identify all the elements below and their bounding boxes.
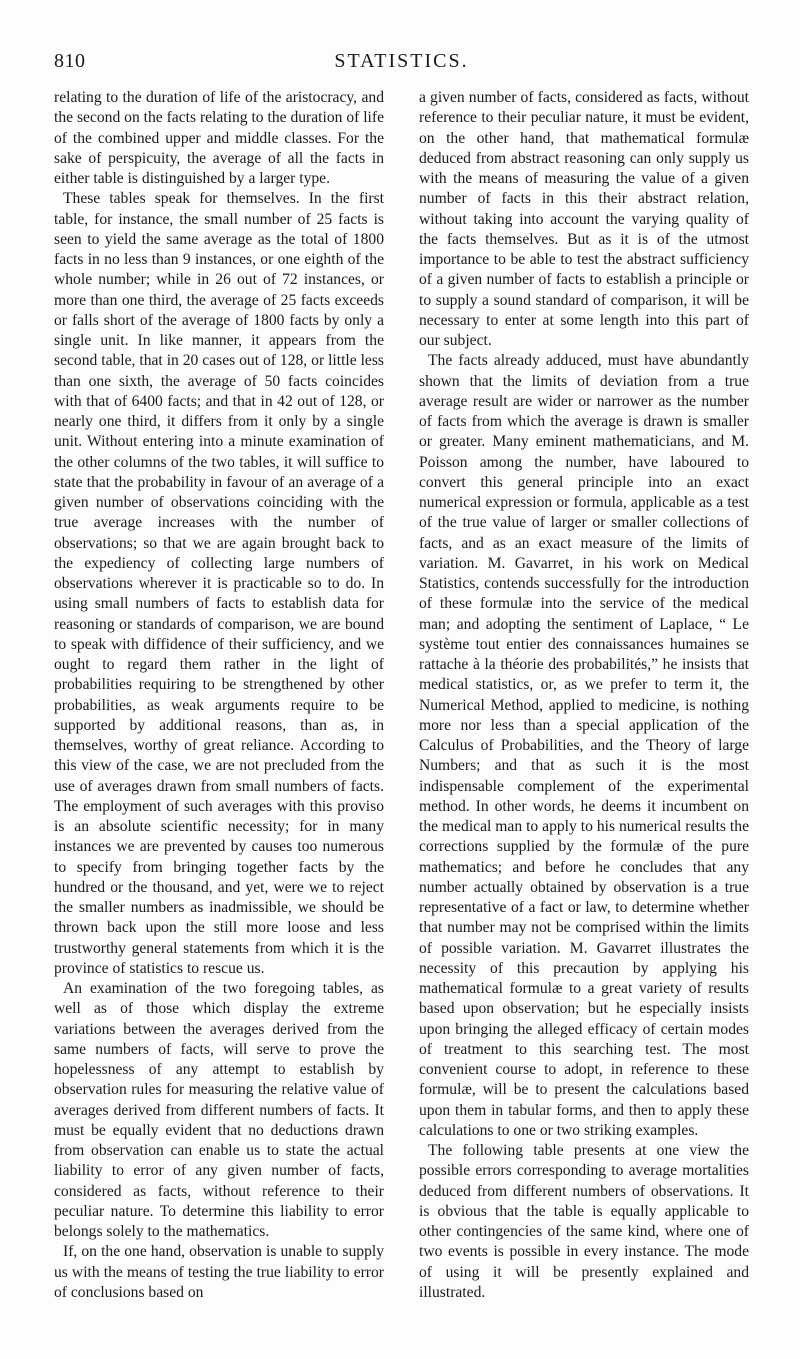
paragraph: If, on the one hand, observation is unable to supply us with the means of testing the true liability to error of conclusions based on xyxy=(54,1243,384,1301)
paragraph: a given number of facts, considered as facts, without reference to their peculiar nature, it must be evident, on the other hand, that mathematical formulæ deduced from abstract reasoning can only supply us with the means of measuring the value of a given number of facts in this their abstract relation, without taking into account the varying quality of the facts themselves. But as it is of the utmost importance to be able to test the abstract sufficiency of a given number of facts to establish a principle or to supply a sound standard of comparison, it will be necessary to enter at some length into this part of our subject. xyxy=(419,89,749,349)
right-column xyxy=(419,88,749,1303)
paragraph: These tables speak for themselves. In the first table, for instance, the small number of 25 facts is seen to yield the same average as the total of 1800 facts in no less than 9 instances, or one eighth of the whole number; while in 26 out of 72 instances, or more than one third, the average of 25 facts exceeds or falls short of the average of 1800 facts by only a single unit. In like manner, it appears from the second table, that in 20 cases out of 128, or little less than one sixth, the average of 50 facts coincides with that of 6400 facts; and that in 42 out of 128, or nearly one third, it differs from it only by a single unit. Without entering into a minute examination of the other columns of the two tables, it will suffice to state that the probability in favour of an average of a given number of observations coinciding with the true average increases with the number of observations; so that we are again brought back to the expediency of collecting large numbers of observations wherever it is practicable so to do. In using small numbers of facts to establish data for reasoning or standards of comparison, we are bound to speak with diffidence of their sufficiency, and we ought to regard them rather in the light of probabilities requiring to be strengthened by other probabilities, as weak arguments require to be supported by additional reasons, than as, in themselves, worthy of great reliance. According to this view of the case, we are not precluded from the use of averages drawn from small numbers of facts. The employment of such averages with this proviso is an absolute scientific necessity; for in many instances we are prevented by causes too numerous to specify from bringing together facts by the hundred or the thousand, and yet, were we to reject the smaller numbers as inadmissible, we should be thrown back upon the still more loose and less trustworthy general statements from which it is the province of statistics to rescue us. xyxy=(54,190,384,977)
page-number: 810 xyxy=(54,50,86,72)
paragraph: The following table presents at one view the possible errors corresponding to average mortalities deduced from different numbers of observations. It is obvious that the table is equally applicable to other contingencies of the same kind, where one of two events is possible in every instance. The mode of using it will be presently explained and illustrated. xyxy=(419,1142,749,1301)
page-header xyxy=(54,50,749,80)
paragraph: An examination of the two foregoing tables, as well as of those which display the extreme variations between the averages derived from the same numbers of facts, will serve to prove the hopelessness of any attempt to establish by observation rules for measuring the relative value of averages derived from different numbers of facts. It must be equally evident that no deductions drawn from observation can enable us to state the actual liability to error of any given number of facts, considered as facts, without reference to their peculiar nature. To determine this liability to error belongs solely to the mathematics. xyxy=(54,980,384,1240)
paragraph: relating to the duration of life of the aristocracy, and the second on the facts relating to the duration of life of the combined upper and middle classes. For the sake of perspicuity, the average of all the facts in either table is distinguished by a larger type. xyxy=(54,89,384,187)
paragraph: The facts already adduced, must have abundantly shown that the limits of deviation from a true average result are wider or narrower as the number of facts from which the average is drawn is smaller or greater. Many eminent mathematicians, and M. Poisson among the number, have laboured to convert this general principle into an exact numerical expression or formula, applicable as a test of the true value of larger or smaller collections of facts, and as an exact measure of the limits of variation. M. Gavarret, in his work on Medical Statistics, contends successfully for the introduction of these formulæ into the service of the medical man; and adopting the sentiment of Laplace, “ Le système tout entier des connaissances humaines se rattache à la théorie des probabilités,” he insists that medical statistics, or, as we prefer to term it, the Numerical Method, applied to medicine, is nothing more nor less than a special application of the Calculus of Probabilities, and the Theory of large Numbers; and that as such it is the most indispensable complement of the experimental method. In other words, he deems it incumbent on the medical man to apply to his numerical results the corrections supplied by the formulæ of the pure mathematics; and before he concludes that any number actually obtained by observation is a true representative of a fact or law, to determine whether that number may not be comprised within the limits of possible variation. M. Gavarret illustrates the necessity of this precaution by applying his mathematical formulæ to a great variety of results based upon observation; but he especially insists upon bringing the alleged efficacy of certain modes of treatment to this searching test. The most convenient course to adopt, in reference to these formulæ, will be to present the calculations based upon them in tabular forms, and then to apply these calculations to one or two striking examples. xyxy=(419,352,749,1139)
running-head: STATISTICS. xyxy=(334,50,469,72)
left-column xyxy=(54,88,384,1303)
